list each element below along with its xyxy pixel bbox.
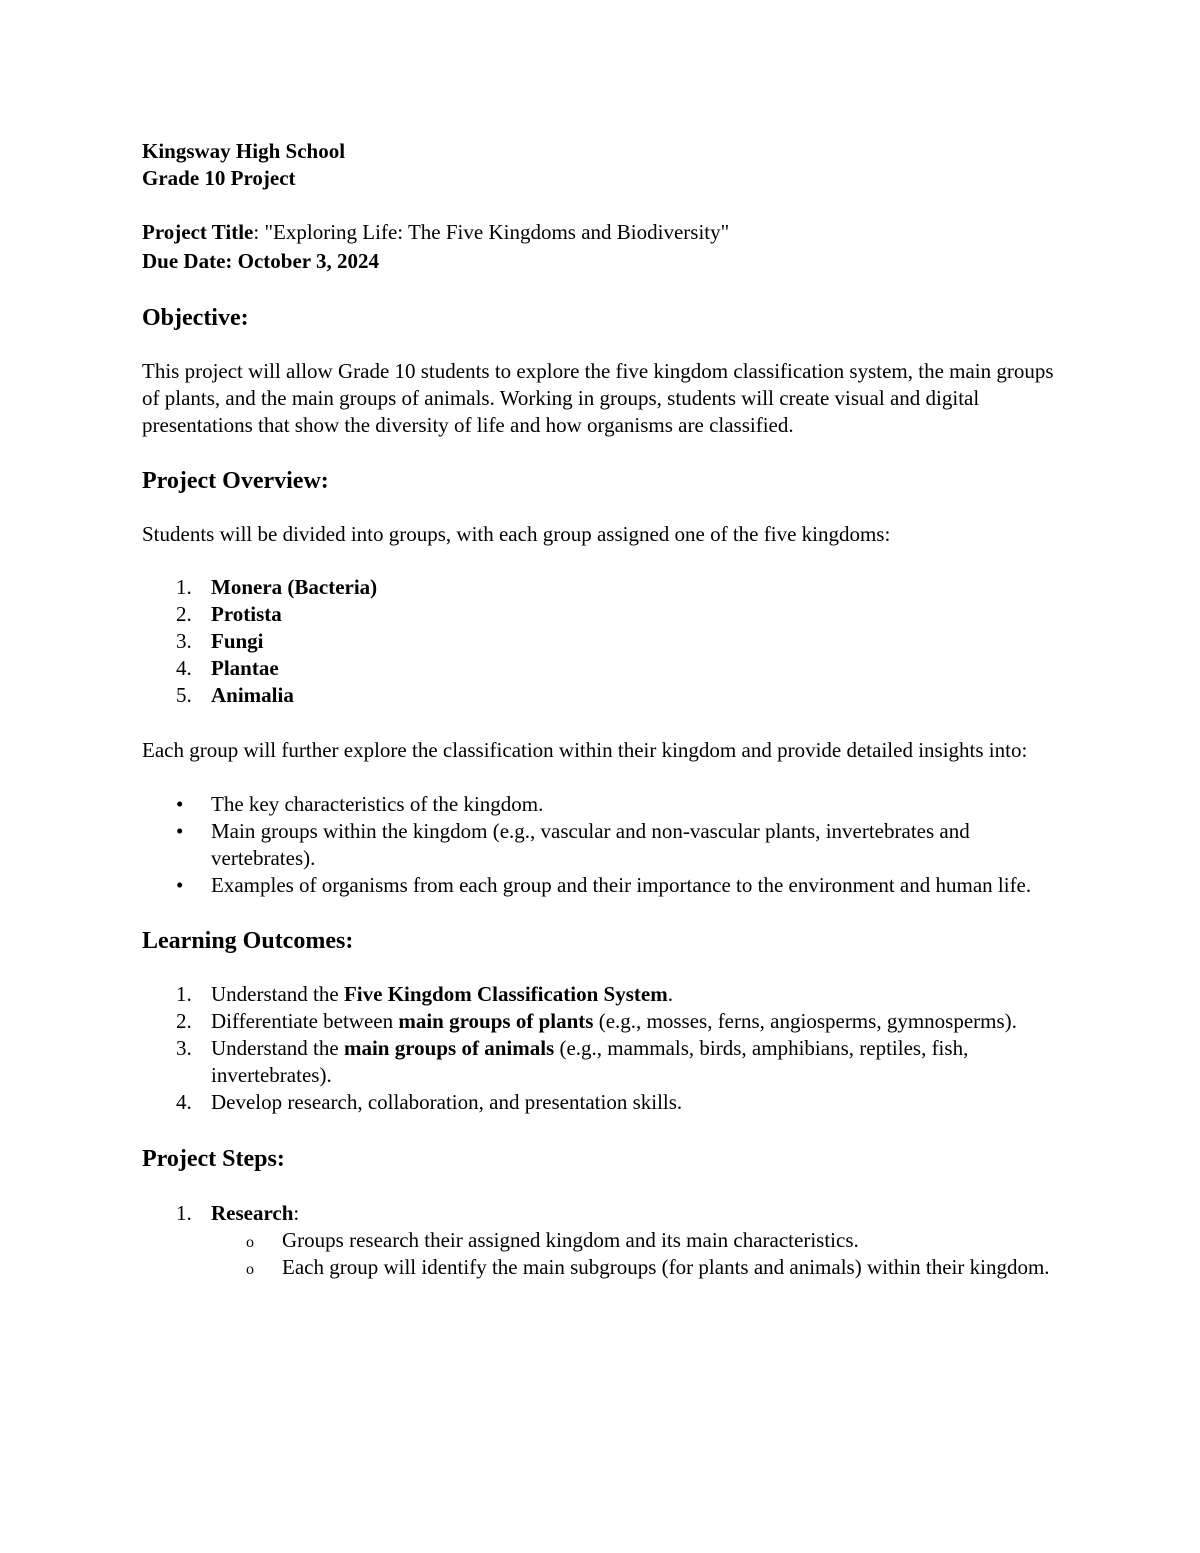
- kingdom-list: [142, 574, 1062, 709]
- bullet-icon: •: [176, 819, 184, 843]
- list-item: 4. Plantae: [176, 656, 279, 680]
- list-item: 2. Protista: [176, 602, 282, 626]
- list-item: 1. Understand the Five Kingdom Classification System.: [176, 982, 673, 1006]
- grade-label: Grade 10 Project: [142, 166, 296, 190]
- list-item: 1. Monera (Bacteria): [176, 575, 378, 599]
- list-item: 4. Develop research, collaboration, and presentation skills.: [176, 1090, 683, 1114]
- steps-heading: Project Steps:: [142, 1146, 285, 1172]
- school-name: Kingsway High School: [142, 139, 346, 163]
- list-item: 3. Understand the main groups of animals (e.g., mammals, birds, amphibians, reptiles, fish, invertebrates).: [176, 1036, 969, 1087]
- list-item: 5. Animalia: [176, 683, 294, 707]
- bullet-icon: •: [176, 873, 184, 897]
- list-item: 1. Research: o Groups research their assigned kingdom and its main characteristics. o Each group will identify the main subgroups (for plants and animals) within their kingdom.: [142, 1200, 1062, 1281]
- overview-heading: Project Overview:: [142, 468, 329, 494]
- overview-intro: Students will be divided into groups, with each group assigned one of the five kingdoms:: [142, 522, 891, 546]
- outcomes-heading: Learning Outcomes:: [142, 928, 354, 954]
- list-item: • The key characteristics of the kingdom.: [176, 792, 544, 816]
- sub-list: [142, 1227, 1062, 1281]
- project-title-value: : "Exploring Life: The Five Kingdoms and Biodiversity": [253, 220, 730, 244]
- objective-text: This project will allow Grade 10 students to explore the five kingdom classification system, the main groups of plants, and the main groups of animals. Working in groups, students will create visual and digital presentations that show the diversity of life and how organisms are classified.: [142, 359, 1054, 437]
- steps-list: [142, 1200, 1062, 1281]
- list-item: • Examples of organisms from each group and their importance to the environment and human life.: [176, 873, 1032, 897]
- document-page: [142, 138, 1062, 1281]
- project-title-line: [142, 219, 1062, 246]
- circle-bullet-icon: o: [246, 1234, 254, 1251]
- bullet-icon: •: [176, 792, 184, 816]
- list-item: 3. Fungi: [176, 629, 264, 653]
- list-item: 2. Differentiate between main groups of plants (e.g., mosses, ferns, angiosperms, gymnosperms).: [176, 1009, 1017, 1033]
- outcomes-list: [142, 981, 1062, 1116]
- list-item: • Main groups within the kingdom (e.g., vascular and non-vascular plants, invertebrates and vertebrates).: [176, 819, 970, 870]
- sub-list-item: o Groups research their assigned kingdom and its main characteristics.: [142, 1227, 1062, 1254]
- due-date-label: Due Date:: [142, 249, 233, 273]
- due-date-value: October 3, 2024: [237, 249, 379, 273]
- project-title-label: Project Title: [142, 220, 254, 244]
- objective-heading: Objective:: [142, 305, 249, 331]
- due-date-line: [142, 248, 1062, 275]
- circle-bullet-icon: o: [246, 1261, 254, 1278]
- insights-list: [142, 791, 1062, 899]
- overview-explore: Each group will further explore the classification within their kingdom and provide detailed insights into:: [142, 738, 1028, 762]
- sub-list-item: o Each group will identify the main subgroups (for plants and animals) within their kingdom.: [142, 1254, 1062, 1281]
